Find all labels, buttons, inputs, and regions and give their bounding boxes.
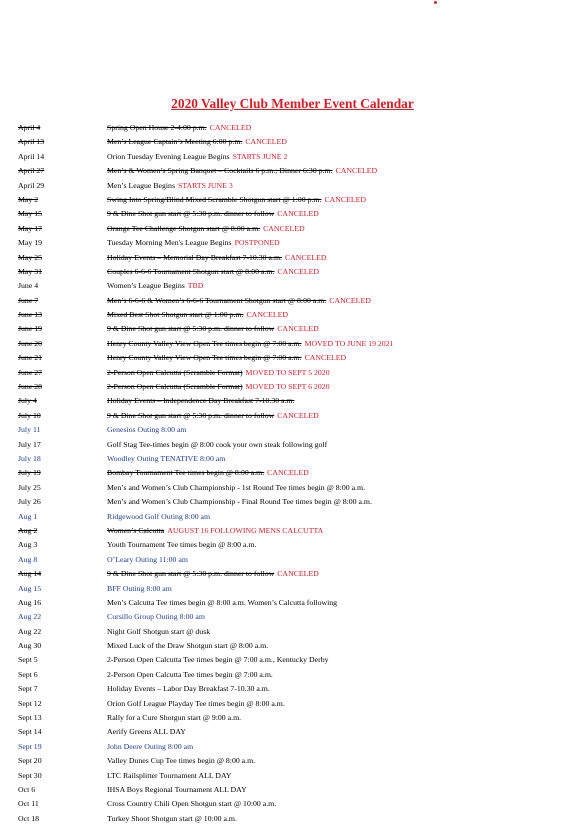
event-date: May 15 bbox=[18, 209, 43, 219]
event-status-note: MOVED TO JUNE 19 2021 bbox=[304, 338, 394, 348]
event-row bbox=[18, 236, 585, 250]
event-row bbox=[18, 294, 585, 308]
event-date: Sept 30 bbox=[18, 770, 42, 780]
event-row bbox=[18, 423, 585, 437]
event-row bbox=[18, 596, 585, 610]
event-status-note: CANCELED bbox=[324, 194, 367, 204]
event-description: BFF Outing 8:00 am bbox=[107, 583, 172, 593]
event-date: June 28 bbox=[18, 382, 43, 392]
event-status-note: POSTPONED bbox=[234, 238, 280, 248]
event-date: Aug 30 bbox=[18, 641, 42, 651]
event-row bbox=[18, 251, 585, 265]
event-row bbox=[18, 725, 585, 739]
event-date: July 10 bbox=[18, 410, 41, 420]
event-date: July 18 bbox=[18, 453, 41, 463]
event-status-note: CANCELED bbox=[245, 137, 287, 147]
event-date: July 19 bbox=[18, 468, 41, 478]
event-date: May 31 bbox=[18, 266, 43, 276]
event-status-note: STARTS JUNE 2 bbox=[232, 151, 288, 161]
event-row bbox=[18, 409, 585, 423]
event-row bbox=[18, 783, 585, 797]
event-description: O’Leary Outing 11:00 am bbox=[107, 554, 188, 564]
event-description: 2-Person Open Calcutta Tee times begin @ 7:00 a.m. bbox=[107, 669, 273, 679]
event-date: Aug 2 bbox=[18, 525, 38, 535]
event-description: Woodley Outing TENATIVE 8:00 am bbox=[107, 453, 226, 463]
event-date: June 20 bbox=[18, 338, 43, 348]
event-date: Oct 18 bbox=[18, 813, 40, 823]
event-description: 9 & Dine Shot gun start @ 5:30 p.m. dinner to follow bbox=[107, 410, 275, 420]
event-row bbox=[18, 438, 585, 452]
event-list bbox=[18, 121, 585, 826]
event-row bbox=[18, 380, 585, 394]
event-description: Mixed Best Shot Shotgun start @ 1:00 p.m. bbox=[107, 310, 244, 320]
event-description: 2-Person Open Calcutta (Scramble Format) bbox=[107, 367, 243, 377]
event-row bbox=[18, 567, 585, 581]
event-status-note: AUGUST 16 FOLLOWING MENS CALCUTTA bbox=[167, 525, 324, 535]
event-row bbox=[18, 668, 585, 682]
event-description: Swing Into Spring/Blind Mixed Scramble Shotgun start @ 1:00 p.m. bbox=[107, 194, 322, 204]
event-date: May 19 bbox=[18, 238, 43, 248]
event-row bbox=[18, 639, 585, 653]
event-row bbox=[18, 150, 585, 164]
event-row bbox=[18, 653, 585, 667]
event-description: Spring Open House 2-4:00 p.m. bbox=[107, 123, 207, 132]
event-row bbox=[18, 769, 585, 783]
event-description: Holiday Events – Independence Day Breakfast 7-10.30 a.m. bbox=[107, 396, 295, 406]
event-row bbox=[18, 582, 585, 596]
event-date: Aug 15 bbox=[18, 583, 42, 593]
event-date: Oct 6 bbox=[18, 784, 36, 794]
event-date: Sept 6 bbox=[18, 669, 38, 679]
event-status-note: CANCELED bbox=[263, 223, 305, 233]
event-description: Men’s & Women’s Spring Banquet – Cocktails 6 p.m.; Dinner 6:30 p.m. bbox=[107, 166, 333, 176]
event-description: 2-Person Open Calcutta Tee times begin @ 7:00 a.m., Kentucky Derby bbox=[107, 655, 329, 665]
event-description: John Deere Outing 8:00 am bbox=[107, 741, 194, 751]
event-description: Aerify Greens ALL DAY bbox=[107, 727, 186, 737]
event-date: Aug 22 bbox=[18, 626, 42, 636]
event-description: Holiday Events – Labor Day Breakfast 7-10.30 a.m. bbox=[107, 684, 270, 694]
event-date: May 25 bbox=[18, 252, 43, 262]
event-status-note: CANCELED bbox=[267, 468, 309, 478]
event-row bbox=[18, 610, 585, 624]
event-date: Aug 1 bbox=[18, 511, 38, 521]
event-row bbox=[18, 366, 585, 380]
event-date: Sept 5 bbox=[18, 655, 38, 665]
event-date: Oct 11 bbox=[18, 799, 39, 809]
event-description: Youth Tournament Tee times begin @ 8:00 a.m. bbox=[107, 540, 257, 550]
event-description: Orange Tee Challenge Shotgun start @ 8:00 a.m. bbox=[107, 223, 261, 233]
event-date: June 27 bbox=[18, 367, 43, 377]
event-date: July 25 bbox=[18, 482, 41, 492]
event-row bbox=[18, 538, 585, 552]
event-status-note: CANCELED bbox=[277, 324, 319, 334]
event-row bbox=[18, 164, 585, 178]
event-description: Night Golf Shotgun start @ dusk bbox=[107, 626, 211, 636]
event-row bbox=[18, 553, 585, 567]
event-row bbox=[18, 279, 585, 293]
event-date: July 26 bbox=[18, 497, 41, 507]
red-dot-mark bbox=[434, 1, 437, 4]
event-status-note: CANCELED bbox=[277, 209, 319, 219]
event-description: Women’s Calcutta bbox=[107, 525, 165, 535]
event-date: June 4 bbox=[18, 281, 39, 291]
event-row bbox=[18, 193, 585, 207]
event-description: Tuesday Morning Men's League Begins bbox=[107, 238, 232, 248]
event-status-note: CANCELED bbox=[277, 569, 319, 579]
event-row bbox=[18, 524, 585, 538]
event-description: Orion Tuesday Evening League Begins bbox=[107, 151, 230, 161]
event-description: Men’s and Women’s Club Championship - Final Round Tee times begin @ 8:00 a.m. bbox=[107, 497, 372, 507]
event-date: Aug 3 bbox=[18, 540, 38, 550]
event-description: 9 & Dine Shot gun start @ 5:30 p.m. dinner to follow bbox=[107, 324, 275, 334]
event-description: Holiday Events – Memorial Day Breakfast 7-10.30 a.m. bbox=[107, 252, 282, 262]
event-description: IHSA Boys Regional Tournament ALL DAY bbox=[107, 784, 247, 794]
event-description: Men’s and Women’s Club Championship - 1st Round Tee times begin @ 8:00 a.m. bbox=[107, 482, 366, 492]
event-status-note: CANCELED bbox=[284, 252, 327, 262]
event-row bbox=[18, 711, 585, 725]
event-description: Couples 6-6-6 Tournament Shotgun start @ 8:00 a.m. bbox=[107, 266, 275, 276]
event-date: July 17 bbox=[18, 439, 41, 449]
event-row bbox=[18, 351, 585, 365]
event-description: Golf Stag Tee-times begin @ 8:00 cook your own steak following golf bbox=[107, 439, 328, 449]
event-description: Turkey Shoot Shotgun start @ 10:00 a.m. bbox=[107, 813, 237, 823]
event-date: May 2 bbox=[18, 194, 39, 204]
event-row bbox=[18, 337, 585, 351]
event-row bbox=[18, 452, 585, 466]
event-date: Sept 19 bbox=[18, 741, 42, 751]
event-description: Rally for a Cure Shotgun start @ 9:00 a.m. bbox=[107, 713, 242, 723]
event-row bbox=[18, 740, 585, 754]
event-description: Men’s 6-6-6 & Women’s 6-6-6 Tournament Shotgun start @ 8:00 a.m. bbox=[107, 295, 327, 305]
event-date: Aug 8 bbox=[18, 554, 38, 564]
event-row bbox=[18, 265, 585, 279]
event-date: Sept 7 bbox=[18, 684, 38, 694]
event-status-note: CANCELED bbox=[277, 266, 319, 276]
event-date: Sept 12 bbox=[18, 698, 42, 708]
event-row bbox=[18, 682, 585, 696]
event-date: Sept 14 bbox=[18, 727, 42, 737]
event-row bbox=[18, 481, 585, 495]
event-row bbox=[18, 797, 585, 811]
event-status-note: CANCELED bbox=[304, 353, 347, 363]
event-date: July 11 bbox=[18, 425, 41, 435]
event-description: Valley Dunes Cup Tee times begin @ 8:00 a.m. bbox=[107, 756, 256, 766]
event-row bbox=[18, 121, 585, 135]
event-description: Cursillo Group Outing 8:00 am bbox=[107, 612, 205, 622]
calendar-title: 2020 Valley Club Member Event Calendar bbox=[171, 96, 414, 111]
event-date: April 13 bbox=[18, 137, 45, 147]
event-description: LTC Railsplitter Tournament ALL DAY bbox=[107, 770, 232, 780]
event-row bbox=[18, 697, 585, 711]
event-row bbox=[18, 812, 585, 826]
event-description: 9 & Dine Shot gun start @ 5:30 p.m. dinner to follow bbox=[107, 569, 275, 579]
event-status-note: CANCELED bbox=[246, 310, 289, 320]
event-description: Mixed Luck of the Draw Shotgun start @ 8:00 a.m. bbox=[107, 641, 269, 651]
event-description: Men’s League Begins bbox=[107, 180, 175, 190]
event-row bbox=[18, 179, 585, 193]
event-description: Ridgewood Golf Outing 8:00 am bbox=[107, 511, 211, 521]
event-description: Genesios Outing 8:00 am bbox=[107, 425, 187, 435]
event-status-note: CANCELED bbox=[335, 166, 378, 176]
event-row bbox=[18, 466, 585, 480]
event-description: Men’s League Captain’s Meeting 6:00 p.m. bbox=[107, 137, 243, 147]
event-status-note: CANCELED bbox=[277, 410, 319, 420]
event-date: Aug 14 bbox=[18, 569, 42, 579]
event-date: Aug 16 bbox=[18, 597, 42, 607]
event-date: July 4 bbox=[18, 396, 37, 406]
event-date: June 7 bbox=[18, 295, 39, 305]
event-description: Bombay Tournament Tee times begin @ 8:00 a.m. bbox=[107, 468, 265, 478]
event-date: May 17 bbox=[18, 223, 43, 233]
event-status-note: MOVED TO SEPT 6 2020 bbox=[245, 382, 330, 392]
event-row bbox=[18, 495, 585, 509]
event-description: Men’s Calcutta Tee times begin @ 8:00 a.m. Women’s Calcutta following bbox=[107, 597, 338, 607]
event-date: Sept 20 bbox=[18, 756, 42, 766]
event-row bbox=[18, 222, 585, 236]
event-date: April 14 bbox=[18, 151, 45, 161]
event-status-note: TBD bbox=[187, 281, 204, 291]
event-row bbox=[18, 754, 585, 768]
event-row bbox=[18, 510, 585, 524]
event-row bbox=[18, 322, 585, 336]
event-row bbox=[18, 394, 585, 408]
event-date: Sept 13 bbox=[18, 713, 42, 723]
event-date: April 4 bbox=[18, 123, 41, 132]
event-status-note: CANCELED bbox=[329, 295, 371, 305]
event-row bbox=[18, 135, 585, 149]
event-row bbox=[18, 207, 585, 221]
event-date: April 29 bbox=[18, 180, 45, 190]
event-description: Cross Country Chili Open Shotgun start @ 10:00 a.m. bbox=[107, 799, 277, 809]
event-status-note: STARTS JUNE 3 bbox=[178, 180, 233, 190]
event-description: Henry County Valley View Open Tee times begin @ 7:00 a.m. bbox=[107, 338, 302, 348]
event-description: Henry County Valley View Open Tee times begin @ 7:00 a.m. bbox=[107, 353, 302, 363]
event-description: Women’s League Begins bbox=[107, 281, 185, 291]
event-description: Orion Golf League Playday Tee times begin @ 8:00 a.m. bbox=[107, 698, 285, 708]
event-date: June 19 bbox=[18, 324, 43, 334]
event-date: Aug 22 bbox=[18, 612, 42, 622]
event-date: June 13 bbox=[18, 310, 43, 320]
event-row bbox=[18, 625, 585, 639]
event-description: 9 & Dine Shot gun start @ 5:30 p.m. dinner to follow bbox=[107, 209, 275, 219]
event-status-note: MOVED TO SEPT 5 2020 bbox=[245, 367, 330, 377]
event-row bbox=[18, 308, 585, 322]
event-status-note: CANCELED bbox=[209, 123, 252, 132]
event-date: June 21 bbox=[18, 353, 43, 363]
event-description: 2-Person Open Calcutta (Scramble Format) bbox=[107, 382, 243, 392]
event-date: April 27 bbox=[18, 166, 45, 176]
